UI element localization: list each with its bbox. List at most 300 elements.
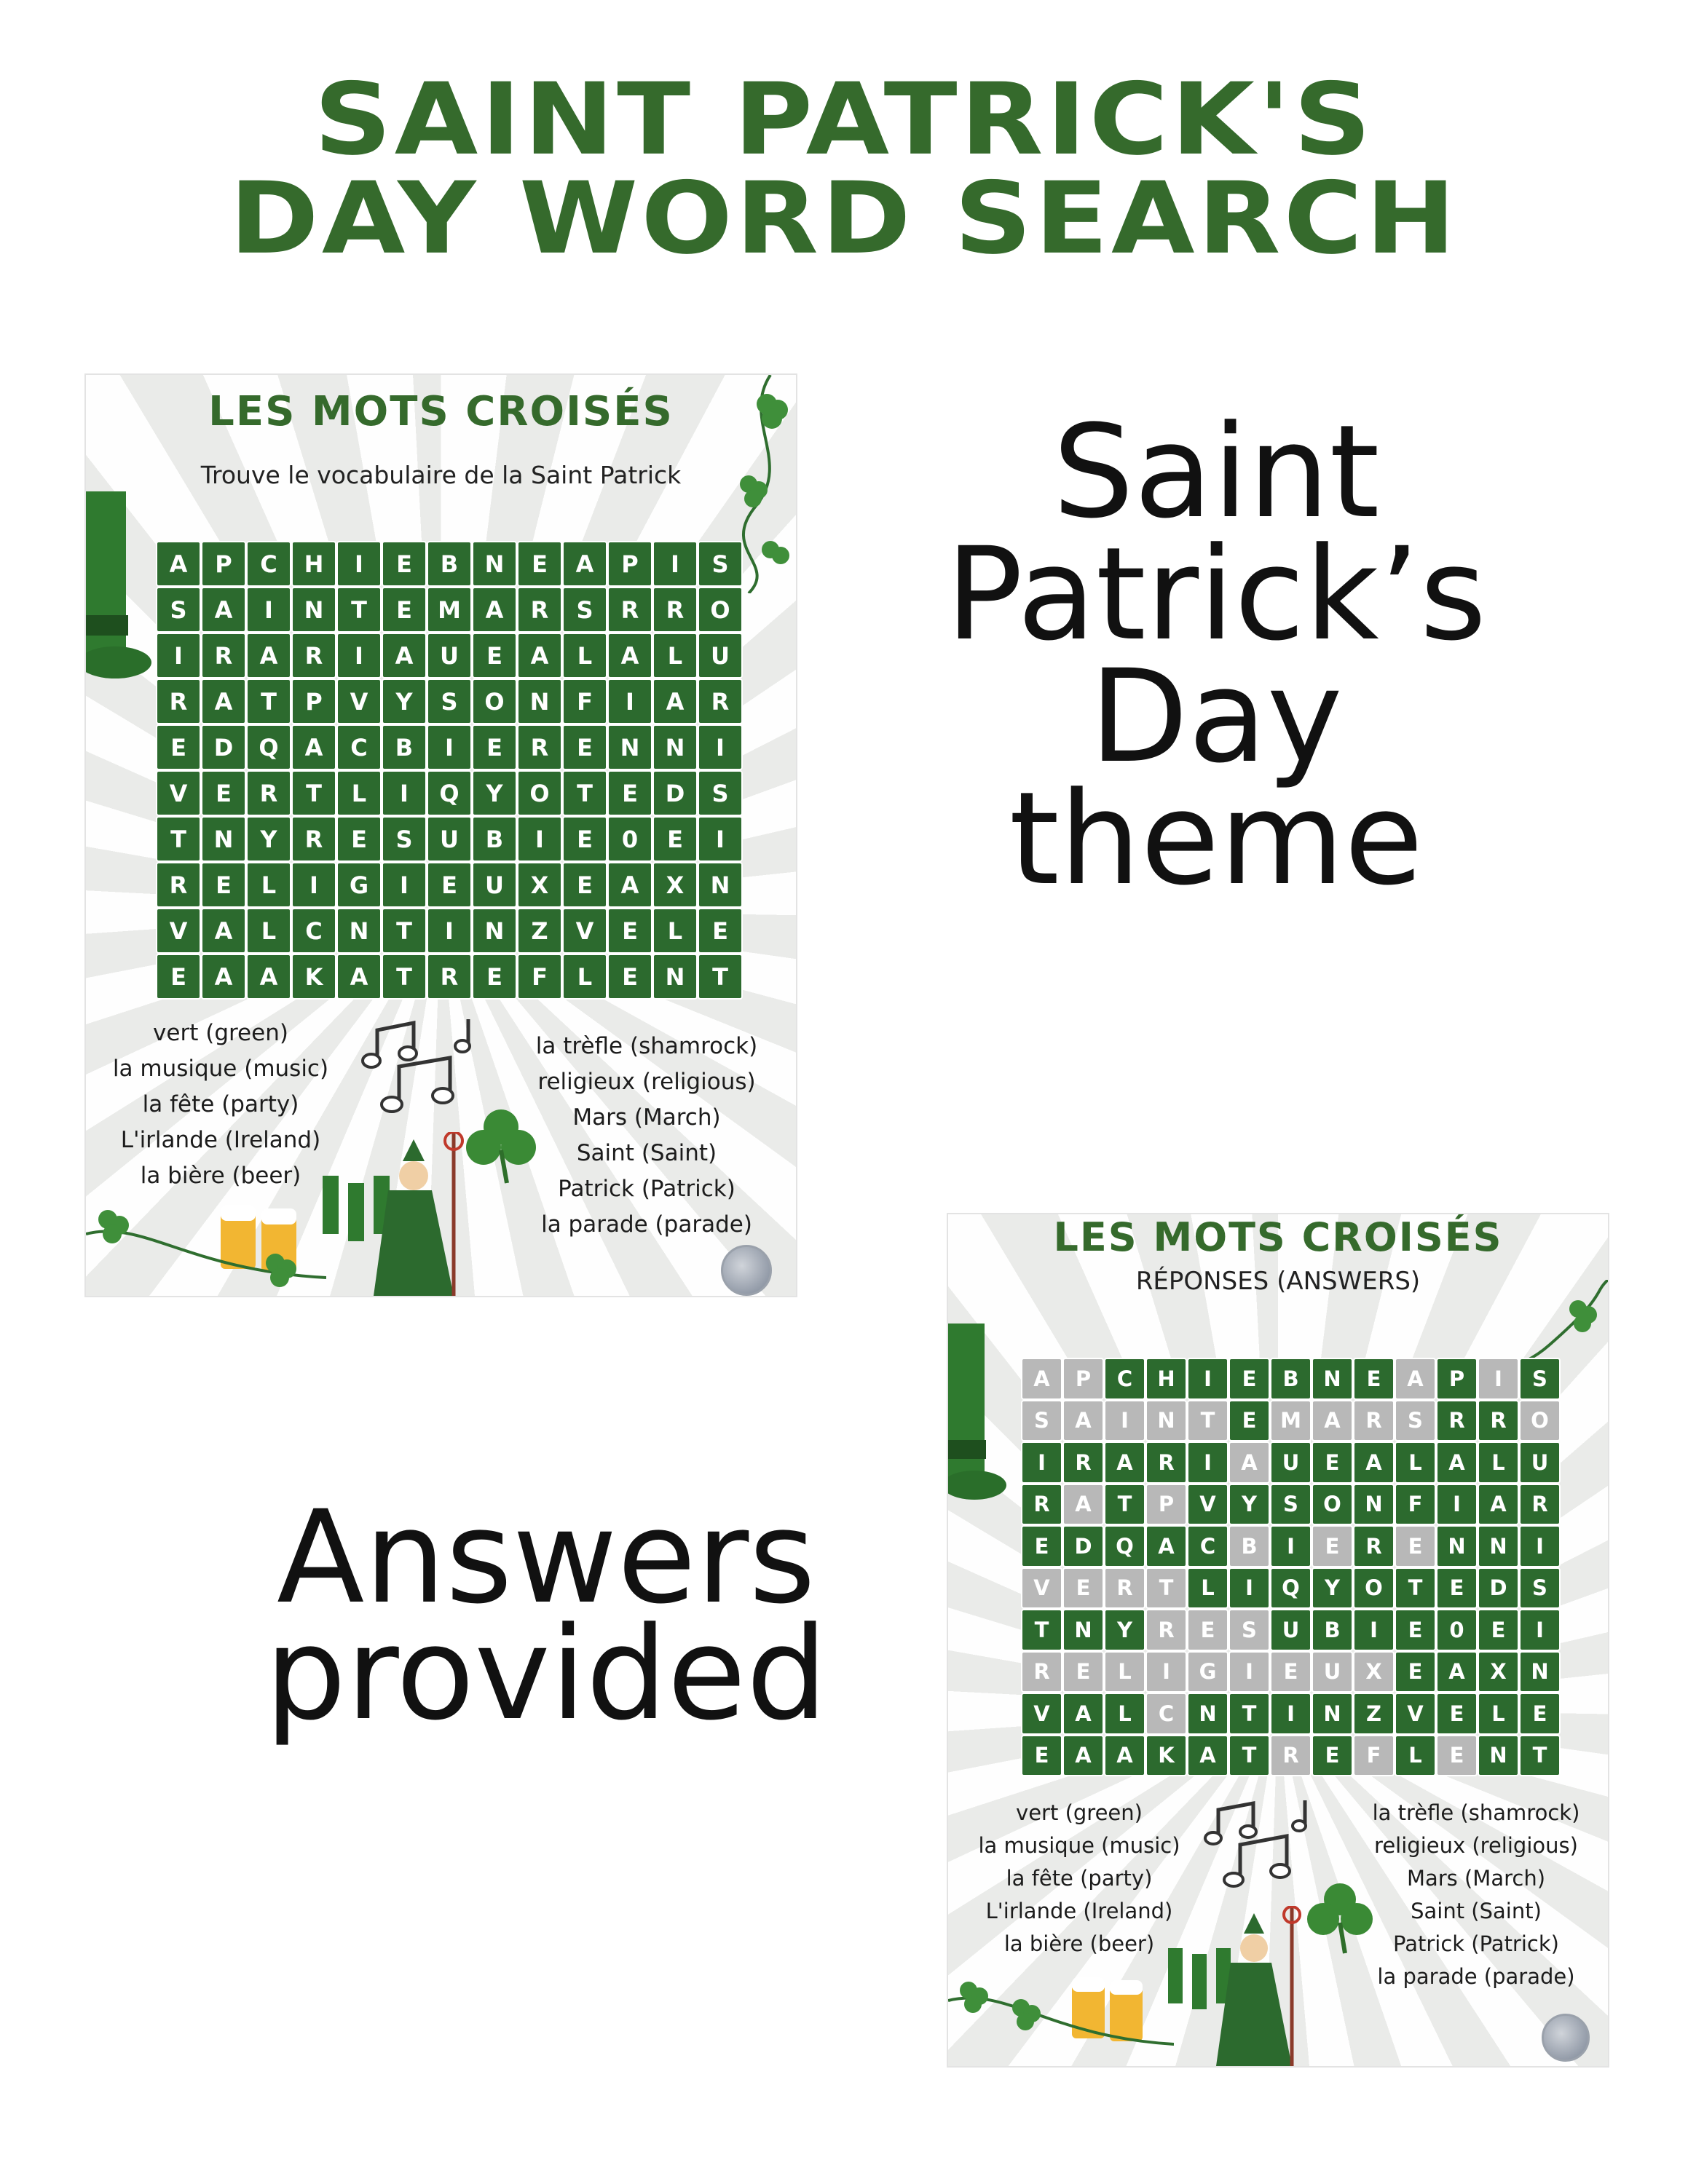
grid-cell: V: [336, 678, 382, 724]
grid-cell: I: [1270, 1693, 1312, 1735]
grid-cell: R: [427, 954, 472, 1000]
grid-cell: G: [1187, 1651, 1228, 1693]
grid-cell: A: [1104, 1441, 1145, 1484]
word-item: la bière (beer): [140, 1163, 301, 1189]
grid-cell: E: [336, 816, 382, 862]
grid-cell: E: [1436, 1735, 1478, 1777]
grid-cell: I: [1228, 1651, 1270, 1693]
grid-cell: N: [1312, 1693, 1353, 1735]
grid-cell: I: [246, 587, 291, 633]
grid-cell: A: [246, 633, 291, 678]
grid-cell: E: [652, 816, 698, 862]
grid-cell: A: [201, 954, 246, 1000]
word-item: la bière (beer): [1003, 1931, 1155, 1956]
grid-cell: R: [1270, 1735, 1312, 1777]
grid-cell: A: [246, 954, 291, 1000]
grid-cell: U: [1312, 1651, 1353, 1693]
grid-cell: E: [517, 541, 562, 587]
grid-cell: T: [291, 770, 336, 816]
theme-label-line: Patrick’s: [945, 520, 1487, 669]
grid-cell: Y: [1104, 1609, 1145, 1651]
grid-cell: N: [1436, 1525, 1478, 1567]
grid-cell: O: [1312, 1484, 1353, 1526]
grid-cell: E: [1312, 1525, 1353, 1567]
grid-cell: R: [1145, 1609, 1187, 1651]
grid-cell: A: [517, 633, 562, 678]
grid-cell: L: [246, 862, 291, 908]
grid-cell: Y: [1228, 1484, 1270, 1526]
word-item: la fête (party): [142, 1091, 299, 1117]
grid-cell: L: [562, 633, 607, 678]
grid-cell: Q: [427, 770, 472, 816]
grid-cell: R: [156, 678, 201, 724]
grid-cell: S: [1021, 1400, 1062, 1442]
grid-cell: B: [1228, 1525, 1270, 1567]
grid-cell: N: [607, 724, 652, 770]
clover-vine-icon: [948, 1964, 1174, 2066]
grid-cell: I: [1270, 1525, 1312, 1567]
grid-cell: N: [1478, 1525, 1519, 1567]
grid-cell: E: [156, 954, 201, 1000]
grid-cell: I: [291, 862, 336, 908]
grid-cell: V: [1395, 1693, 1436, 1735]
grid-cell: U: [427, 816, 472, 862]
grid-cell: R: [1021, 1651, 1062, 1693]
grid-cell: I: [1353, 1609, 1395, 1651]
grid-cell: V: [1021, 1693, 1062, 1735]
grid-cell: E: [427, 862, 472, 908]
puzzle-word-list-right: [516, 1029, 778, 1243]
puzzle-heading: LES MOTS CROISÉS: [208, 388, 674, 435]
grid-cell: A: [1104, 1735, 1145, 1777]
grid-cell: R: [1478, 1400, 1519, 1442]
word-item: religieux (religious): [1374, 1833, 1578, 1858]
grid-cell: L: [1478, 1693, 1519, 1735]
grid-cell: L: [1187, 1567, 1228, 1610]
grid-cell: O: [1519, 1400, 1561, 1442]
grid-cell: O: [698, 587, 743, 633]
grid-cell: A: [1478, 1484, 1519, 1526]
grid-cell: E: [382, 587, 427, 633]
grid-cell: N: [1312, 1358, 1353, 1400]
grid-cell: A: [1353, 1441, 1395, 1484]
grid-cell: Z: [1353, 1693, 1395, 1735]
grid-cell: V: [156, 770, 201, 816]
grid-cell: E: [201, 862, 246, 908]
word-item: Mars (March): [1406, 1866, 1546, 1891]
grid-cell: E: [562, 816, 607, 862]
grid-cell: S: [698, 770, 743, 816]
word-item: la trèfle (shamrock): [1372, 1800, 1580, 1825]
grid-cell: N: [652, 954, 698, 1000]
grid-cell: I: [336, 633, 382, 678]
word-item: Saint (Saint): [1411, 1899, 1542, 1923]
grid-cell: E: [472, 954, 517, 1000]
grid-cell: I: [1187, 1441, 1228, 1484]
grid-cell: D: [652, 770, 698, 816]
grid-cell: X: [517, 862, 562, 908]
grid-cell: C: [1104, 1358, 1145, 1400]
grid-cell: V: [1021, 1567, 1062, 1610]
grid-cell: T: [1519, 1735, 1561, 1777]
grid-cell: L: [562, 954, 607, 1000]
word-item: la musique (music): [978, 1833, 1180, 1858]
grid-cell: E: [607, 770, 652, 816]
grid-cell: T: [698, 954, 743, 1000]
grid-cell: D: [1478, 1567, 1519, 1610]
grid-cell: E: [1187, 1609, 1228, 1651]
grid-cell: S: [1228, 1609, 1270, 1651]
grid-cell: I: [698, 724, 743, 770]
grid-cell: N: [1187, 1693, 1228, 1735]
grid-cell: R: [1353, 1525, 1395, 1567]
grid-cell: C: [246, 541, 291, 587]
grid-cell: B: [1270, 1358, 1312, 1400]
grid-cell: S: [698, 541, 743, 587]
grid-cell: C: [336, 724, 382, 770]
grid-cell: E: [1021, 1735, 1062, 1777]
grid-cell: P: [291, 678, 336, 724]
grid-cell: N: [1478, 1735, 1519, 1777]
word-item: religieux (religious): [537, 1069, 756, 1095]
theme-label-line: Day: [1089, 642, 1343, 791]
grid-cell: E: [1395, 1525, 1436, 1567]
grid-cell: N: [517, 678, 562, 724]
grid-cell: E: [1312, 1441, 1353, 1484]
grid-cell: A: [291, 724, 336, 770]
grid-cell: N: [1353, 1484, 1395, 1526]
grid-cell: E: [156, 724, 201, 770]
grid-cell: E: [1062, 1567, 1104, 1610]
grid-cell: E: [201, 770, 246, 816]
grid-cell: Y: [472, 770, 517, 816]
grid-cell: R: [201, 633, 246, 678]
answers-heading: LES MOTS CROISÉS: [1053, 1214, 1503, 1260]
grid-cell: U: [472, 862, 517, 908]
grid-cell: A: [652, 678, 698, 724]
grid-cell: I: [1021, 1441, 1062, 1484]
leprechaun-hat-icon: [86, 491, 151, 695]
grid-cell: R: [156, 862, 201, 908]
grid-cell: A: [607, 862, 652, 908]
grid-cell: I: [517, 816, 562, 862]
grid-cell: T: [382, 908, 427, 954]
grid-cell: E: [1353, 1358, 1395, 1400]
grid-cell: N: [201, 816, 246, 862]
grid-cell: H: [291, 541, 336, 587]
grid-cell: A: [1436, 1651, 1478, 1693]
grid-cell: L: [1395, 1735, 1436, 1777]
grid-cell: E: [607, 908, 652, 954]
grid-cell: T: [1187, 1400, 1228, 1442]
grid-cell: S: [1519, 1358, 1561, 1400]
grid-cell: I: [1145, 1651, 1187, 1693]
grid-cell: K: [1145, 1735, 1187, 1777]
grid-cell: U: [1270, 1441, 1312, 1484]
grid-cell: A: [562, 541, 607, 587]
grid-cell: E: [1395, 1609, 1436, 1651]
grid-cell: R: [1353, 1400, 1395, 1442]
grid-cell: I: [698, 816, 743, 862]
word-item: Patrick (Patrick): [1393, 1931, 1559, 1956]
grid-cell: I: [336, 541, 382, 587]
grid-cell: R: [1519, 1484, 1561, 1526]
grid-cell: O: [472, 678, 517, 724]
grid-cell: A: [156, 541, 201, 587]
grid-cell: A: [336, 954, 382, 1000]
grid-cell: X: [1353, 1651, 1395, 1693]
theme-label-line: theme: [1009, 764, 1424, 914]
grid-cell: T: [1228, 1735, 1270, 1777]
grid-cell: I: [1104, 1400, 1145, 1442]
theme-label-line: Saint: [1052, 397, 1380, 547]
word-item: Mars (March): [572, 1104, 721, 1131]
grid-cell: R: [1104, 1567, 1145, 1610]
grid-cell: L: [1104, 1693, 1145, 1735]
grid-cell: R: [291, 633, 336, 678]
word-item: la parade (parade): [541, 1211, 752, 1238]
grid-cell: R: [246, 770, 291, 816]
grid-cell: E: [1478, 1609, 1519, 1651]
puzzle-sheet-preview: [86, 375, 796, 1296]
grid-cell: I: [607, 678, 652, 724]
grid-cell: 0: [607, 816, 652, 862]
grid-cell: N: [1519, 1651, 1561, 1693]
grid-cell: A: [1436, 1441, 1478, 1484]
grid-cell: T: [1228, 1693, 1270, 1735]
grid-cell: L: [1395, 1441, 1436, 1484]
theme-label: [896, 397, 1537, 914]
grid-cell: T: [336, 587, 382, 633]
publisher-logo-icon: [721, 1245, 772, 1296]
grid-cell: L: [1478, 1441, 1519, 1484]
grid-cell: S: [1270, 1484, 1312, 1526]
grid-cell: U: [427, 633, 472, 678]
grid-cell: L: [336, 770, 382, 816]
grid-cell: I: [1519, 1609, 1561, 1651]
word-item: vert (green): [153, 1020, 288, 1046]
grid-cell: M: [1270, 1400, 1312, 1442]
word-item: L'irlande (Ireland): [120, 1127, 321, 1153]
grid-cell: R: [1436, 1400, 1478, 1442]
grid-cell: F: [562, 678, 607, 724]
word-item: la fête (party): [1006, 1866, 1153, 1891]
grid-cell: T: [1395, 1567, 1436, 1610]
grid-cell: I: [1436, 1484, 1478, 1526]
grid-cell: E: [1062, 1651, 1104, 1693]
answers-word-list-right: [1352, 1797, 1600, 1993]
grid-cell: R: [517, 587, 562, 633]
word-item: Saint (Saint): [576, 1140, 717, 1166]
grid-cell: E: [382, 541, 427, 587]
grid-cell: Q: [246, 724, 291, 770]
grid-cell: T: [246, 678, 291, 724]
grid-cell: I: [427, 908, 472, 954]
grid-cell: Y: [382, 678, 427, 724]
grid-cell: D: [1062, 1525, 1104, 1567]
grid-cell: N: [472, 541, 517, 587]
leprechaun-hat-icon: [948, 1324, 1006, 1520]
grid-cell: E: [1228, 1400, 1270, 1442]
grid-cell: L: [1104, 1651, 1145, 1693]
grid-cell: E: [1021, 1525, 1062, 1567]
page-title-line-2: DAY WORD SEARCH: [229, 160, 1459, 277]
grid-cell: S: [382, 816, 427, 862]
grid-cell: N: [291, 587, 336, 633]
grid-cell: Z: [517, 908, 562, 954]
answer-grid: [1021, 1358, 1561, 1776]
grid-cell: S: [427, 678, 472, 724]
grid-cell: A: [1145, 1525, 1187, 1567]
page-title-line-1: SAINT PATRICK'S: [314, 61, 1374, 178]
grid-cell: I: [1187, 1358, 1228, 1400]
grid-cell: N: [336, 908, 382, 954]
grid-cell: V: [1187, 1484, 1228, 1526]
grid-cell: U: [1519, 1441, 1561, 1484]
grid-cell: I: [382, 770, 427, 816]
grid-cell: C: [1187, 1525, 1228, 1567]
grid-cell: M: [427, 587, 472, 633]
grid-cell: A: [201, 587, 246, 633]
grid-cell: N: [1062, 1609, 1104, 1651]
grid-cell: Q: [1270, 1567, 1312, 1610]
grid-cell: I: [652, 541, 698, 587]
grid-cell: S: [156, 587, 201, 633]
word-item: Patrick (Patrick): [558, 1176, 735, 1202]
grid-cell: L: [652, 908, 698, 954]
grid-cell: P: [201, 541, 246, 587]
grid-cell: Y: [1312, 1567, 1353, 1610]
grid-cell: E: [607, 954, 652, 1000]
grid-cell: A: [1062, 1735, 1104, 1777]
grid-cell: C: [291, 908, 336, 954]
grid-cell: E: [562, 862, 607, 908]
grid-cell: I: [382, 862, 427, 908]
grid-cell: U: [698, 633, 743, 678]
grid-cell: Y: [246, 816, 291, 862]
grid-cell: H: [1145, 1358, 1187, 1400]
puzzle-subheading: Trouve le vocabulaire de la Saint Patrick: [200, 461, 682, 489]
grid-cell: E: [1270, 1651, 1312, 1693]
grid-cell: E: [1519, 1693, 1561, 1735]
grid-cell: I: [427, 724, 472, 770]
grid-cell: R: [517, 724, 562, 770]
word-item: la musique (music): [112, 1056, 329, 1082]
grid-cell: P: [1145, 1484, 1187, 1526]
grid-cell: S: [1395, 1400, 1436, 1442]
grid-cell: O: [1353, 1567, 1395, 1610]
grid-cell: B: [1312, 1609, 1353, 1651]
grid-cell: E: [1436, 1567, 1478, 1610]
word-item: L'irlande (Ireland): [985, 1899, 1173, 1923]
grid-cell: T: [562, 770, 607, 816]
grid-cell: N: [472, 908, 517, 954]
grid-cell: E: [472, 633, 517, 678]
grid-cell: R: [698, 678, 743, 724]
grid-cell: R: [1062, 1441, 1104, 1484]
answer-sheet-preview: [948, 1214, 1608, 2066]
grid-cell: B: [427, 541, 472, 587]
grid-cell: E: [1395, 1651, 1436, 1693]
grid-cell: I: [1228, 1567, 1270, 1610]
publisher-logo-icon: [1542, 2014, 1590, 2062]
grid-cell: A: [607, 633, 652, 678]
grid-cell: E: [1436, 1693, 1478, 1735]
grid-cell: I: [1519, 1525, 1561, 1567]
grid-cell: D: [201, 724, 246, 770]
grid-cell: P: [1436, 1358, 1478, 1400]
answers-subheading: RÉPONSES (ANSWERS): [1135, 1267, 1421, 1296]
grid-cell: A: [1062, 1484, 1104, 1526]
grid-cell: A: [1062, 1400, 1104, 1442]
grid-cell: X: [1478, 1651, 1519, 1693]
grid-cell: E: [698, 908, 743, 954]
grid-cell: E: [472, 724, 517, 770]
grid-cell: G: [336, 862, 382, 908]
grid-cell: A: [201, 678, 246, 724]
word-item: la trèfle (shamrock): [535, 1033, 758, 1059]
grid-cell: A: [201, 908, 246, 954]
grid-cell: B: [382, 724, 427, 770]
grid-cell: R: [291, 816, 336, 862]
grid-cell: A: [1312, 1400, 1353, 1442]
grid-cell: N: [1145, 1400, 1187, 1442]
grid-cell: U: [1270, 1609, 1312, 1651]
grid-cell: A: [472, 587, 517, 633]
grid-cell: B: [472, 816, 517, 862]
word-item: la parade (parade): [1377, 1964, 1575, 1989]
grid-cell: S: [562, 587, 607, 633]
grid-cell: C: [1145, 1693, 1187, 1735]
answers-label-line: provided: [264, 1599, 828, 1749]
grid-cell: A: [382, 633, 427, 678]
grid-cell: Q: [1104, 1525, 1145, 1567]
answers-label: [204, 1483, 888, 1749]
grid-cell: L: [652, 633, 698, 678]
grid-cell: A: [1021, 1358, 1062, 1400]
grid-cell: O: [517, 770, 562, 816]
grid-cell: T: [1021, 1609, 1062, 1651]
puzzle-grid: [156, 541, 743, 1000]
grid-cell: F: [1353, 1735, 1395, 1777]
grid-cell: R: [607, 587, 652, 633]
grid-cell: E: [1312, 1735, 1353, 1777]
grid-cell: T: [1104, 1484, 1145, 1526]
grid-cell: R: [1021, 1484, 1062, 1526]
grid-cell: I: [1478, 1358, 1519, 1400]
grid-cell: S: [1519, 1567, 1561, 1610]
grid-cell: 0: [1436, 1609, 1478, 1651]
grid-cell: V: [562, 908, 607, 954]
grid-cell: P: [607, 541, 652, 587]
grid-cell: T: [1145, 1567, 1187, 1610]
grid-cell: V: [156, 908, 201, 954]
word-item: vert (green): [1016, 1800, 1143, 1825]
grid-cell: A: [1187, 1735, 1228, 1777]
grid-cell: R: [652, 587, 698, 633]
grid-cell: P: [1062, 1358, 1104, 1400]
grid-cell: T: [156, 816, 201, 862]
grid-cell: A: [1395, 1358, 1436, 1400]
grid-cell: E: [1228, 1358, 1270, 1400]
grid-cell: F: [517, 954, 562, 1000]
grid-cell: T: [382, 954, 427, 1000]
grid-cell: L: [246, 908, 291, 954]
grid-cell: F: [1395, 1484, 1436, 1526]
answers-label-line: Answers: [277, 1483, 816, 1632]
grid-cell: I: [156, 633, 201, 678]
grid-cell: A: [1228, 1441, 1270, 1484]
